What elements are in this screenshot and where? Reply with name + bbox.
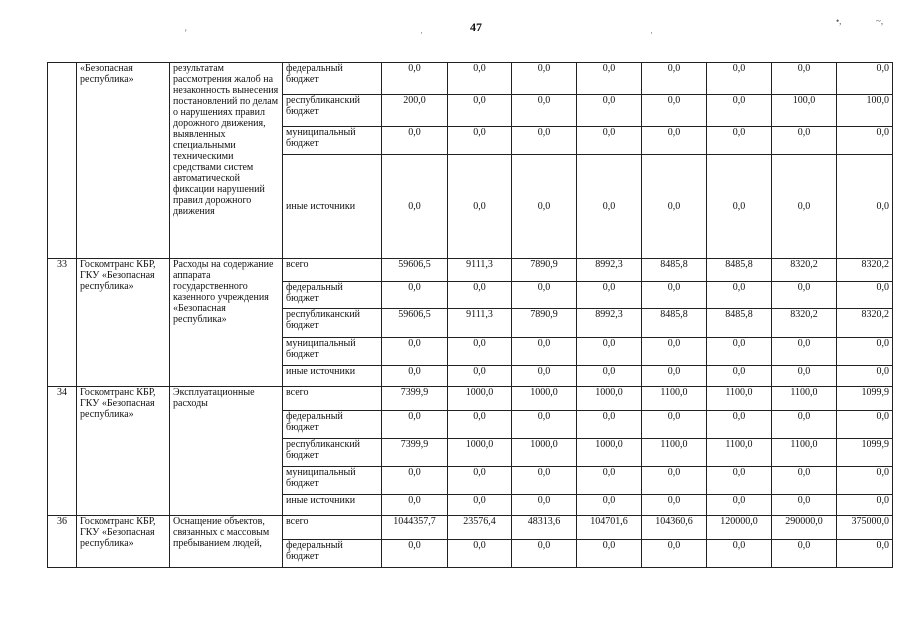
- amount-cell: 0,0: [512, 155, 577, 259]
- amount-cell: 104701,6: [577, 516, 642, 540]
- amount-cell: 0,0: [707, 366, 772, 387]
- amount-cell: 0,0: [382, 127, 448, 155]
- amount-cell: 8320,2: [837, 309, 893, 338]
- table-row: [48, 63, 893, 95]
- funding-source-cell: иные источники: [283, 366, 382, 387]
- amount-cell: 0,0: [448, 63, 512, 95]
- amount-cell: 8320,2: [772, 309, 837, 338]
- amount-cell: 0,0: [577, 63, 642, 95]
- amount-cell: 0,0: [577, 411, 642, 439]
- amount-cell: 0,0: [382, 366, 448, 387]
- row-index: 33: [48, 259, 77, 387]
- amount-cell: 8485,8: [642, 259, 707, 282]
- amount-cell: 0,0: [642, 540, 707, 568]
- row-index: 36: [48, 516, 77, 568]
- amount-cell: 0,0: [707, 338, 772, 366]
- amount-cell: 0,0: [448, 495, 512, 516]
- amount-cell: 0,0: [448, 338, 512, 366]
- amount-cell: 0,0: [577, 366, 642, 387]
- amount-cell: 7890,9: [512, 309, 577, 338]
- amount-cell: 0,0: [837, 282, 893, 309]
- amount-cell: 0,0: [512, 495, 577, 516]
- amount-cell: 100,0: [772, 95, 837, 127]
- amount-cell: 7399,9: [382, 439, 448, 467]
- activity-description-cell: Оснащение объектов, связанных с массовым пребыванием людей,: [170, 516, 283, 568]
- amount-cell: 0,0: [382, 155, 448, 259]
- amount-cell: 0,0: [448, 411, 512, 439]
- funding-source-cell: всего: [283, 259, 382, 282]
- amount-cell: 0,0: [772, 63, 837, 95]
- amount-cell: 8485,8: [642, 309, 707, 338]
- amount-cell: 8320,2: [772, 259, 837, 282]
- amount-cell: 1100,0: [642, 387, 707, 411]
- amount-cell: 0,0: [772, 540, 837, 568]
- amount-cell: 0,0: [642, 282, 707, 309]
- amount-cell: 0,0: [707, 540, 772, 568]
- amount-cell: 0,0: [642, 338, 707, 366]
- amount-cell: 1000,0: [577, 387, 642, 411]
- funding-source-cell: федеральный бюджет: [283, 282, 382, 309]
- organization-cell: «Безопасная республика»: [77, 63, 170, 259]
- amount-cell: 104360,6: [642, 516, 707, 540]
- amount-cell: 0,0: [772, 155, 837, 259]
- funding-source-cell: иные источники: [283, 155, 382, 259]
- amount-cell: 0,0: [837, 540, 893, 568]
- amount-cell: 59606,5: [382, 309, 448, 338]
- amount-cell: 0,0: [772, 366, 837, 387]
- amount-cell: 1000,0: [577, 439, 642, 467]
- funding-source-cell: иные источники: [283, 495, 382, 516]
- amount-cell: 0,0: [707, 127, 772, 155]
- amount-cell: 0,0: [512, 282, 577, 309]
- funding-source-cell: муниципальный бюджет: [283, 467, 382, 495]
- amount-cell: 1044357,7: [382, 516, 448, 540]
- amount-cell: 0,0: [382, 495, 448, 516]
- amount-cell: 0,0: [772, 467, 837, 495]
- amount-cell: 0,0: [448, 467, 512, 495]
- amount-cell: 0,0: [837, 495, 893, 516]
- funding-source-cell: республиканский бюджет: [283, 95, 382, 127]
- funding-source-cell: муниципальный бюджет: [283, 338, 382, 366]
- amount-cell: 0,0: [512, 411, 577, 439]
- amount-cell: 0,0: [448, 155, 512, 259]
- funding-source-cell: федеральный бюджет: [283, 63, 382, 95]
- funding-source-cell: всего: [283, 387, 382, 411]
- amount-cell: 0,0: [577, 95, 642, 127]
- amount-cell: 0,0: [382, 338, 448, 366]
- amount-cell: 290000,0: [772, 516, 837, 540]
- funding-source-cell: муниципальный бюджет: [283, 127, 382, 155]
- amount-cell: 0,0: [837, 127, 893, 155]
- amount-cell: 1100,0: [772, 387, 837, 411]
- amount-cell: 0,0: [707, 63, 772, 95]
- amount-cell: 0,0: [577, 495, 642, 516]
- amount-cell: 1100,0: [642, 439, 707, 467]
- amount-cell: 0,0: [512, 338, 577, 366]
- funding-source-cell: всего: [283, 516, 382, 540]
- amount-cell: 0,0: [512, 540, 577, 568]
- amount-cell: 0,0: [837, 155, 893, 259]
- amount-cell: 0,0: [642, 467, 707, 495]
- amount-cell: 0,0: [448, 366, 512, 387]
- activity-description-cell: результатам рассмотрения жалоб на незаконность вынесения постановлений по делам о нарушениях правил дорожного движения, выявленных специальными техническими средствами систем автоматической фиксации нарушений правил дорожного движения: [170, 63, 283, 259]
- amount-cell: 1000,0: [512, 387, 577, 411]
- amount-cell: 0,0: [707, 282, 772, 309]
- amount-cell: 0,0: [382, 63, 448, 95]
- amount-cell: 9111,3: [448, 309, 512, 338]
- activity-description-cell: Расходы на содержание аппарата государственного казенного учреждения «Безопасная республика»: [170, 259, 283, 387]
- amount-cell: 0,0: [382, 467, 448, 495]
- amount-cell: 0,0: [642, 495, 707, 516]
- scan-speck: ': [185, 28, 187, 38]
- amount-cell: 0,0: [772, 338, 837, 366]
- amount-cell: 0,0: [642, 366, 707, 387]
- amount-cell: 0,0: [577, 127, 642, 155]
- organization-cell: Госкомтранс КБР, ГКУ «Безопасная республика»: [77, 516, 170, 568]
- row-index: 34: [48, 387, 77, 516]
- amount-cell: 0,0: [512, 95, 577, 127]
- amount-cell: 0,0: [837, 467, 893, 495]
- amount-cell: 0,0: [577, 467, 642, 495]
- amount-cell: 0,0: [382, 411, 448, 439]
- amount-cell: 0,0: [837, 366, 893, 387]
- amount-cell: 100,0: [837, 95, 893, 127]
- page-number: 47: [470, 20, 482, 34]
- amount-cell: 1099,9: [837, 387, 893, 411]
- amount-cell: 0,0: [382, 540, 448, 568]
- funding-source-cell: республиканский бюджет: [283, 439, 382, 467]
- amount-cell: 0,0: [642, 411, 707, 439]
- amount-cell: 8320,2: [837, 259, 893, 282]
- amount-cell: 0,0: [577, 338, 642, 366]
- amount-cell: 0,0: [642, 155, 707, 259]
- table-row: [48, 387, 893, 411]
- amount-cell: 0,0: [707, 495, 772, 516]
- amount-cell: 0,0: [707, 155, 772, 259]
- table-row: [48, 516, 893, 540]
- amount-cell: 0,0: [772, 127, 837, 155]
- amount-cell: 200,0: [382, 95, 448, 127]
- row-index: [48, 63, 77, 259]
- amount-cell: 0,0: [448, 282, 512, 309]
- amount-cell: 8992,3: [577, 309, 642, 338]
- amount-cell: 1100,0: [707, 387, 772, 411]
- amount-cell: 8485,8: [707, 259, 772, 282]
- amount-cell: 7890,9: [512, 259, 577, 282]
- scan-speck: ~,: [876, 16, 884, 26]
- table-row: [48, 259, 893, 282]
- activity-description-cell: Эксплуатационные расходы: [170, 387, 283, 516]
- amount-cell: 1100,0: [772, 439, 837, 467]
- amount-cell: 1000,0: [448, 387, 512, 411]
- amount-cell: 0,0: [577, 155, 642, 259]
- amount-cell: 0,0: [707, 411, 772, 439]
- amount-cell: 0,0: [772, 411, 837, 439]
- amount-cell: 0,0: [577, 540, 642, 568]
- organization-cell: Госкомтранс КБР, ГКУ «Безопасная республика»: [77, 387, 170, 516]
- funding-source-cell: федеральный бюджет: [283, 540, 382, 568]
- amount-cell: 0,0: [512, 63, 577, 95]
- amount-cell: 0,0: [448, 540, 512, 568]
- amount-cell: 0,0: [837, 338, 893, 366]
- amount-cell: 0,0: [837, 411, 893, 439]
- funding-source-cell: республиканский бюджет: [283, 309, 382, 338]
- amount-cell: 0,0: [707, 95, 772, 127]
- amount-cell: 23576,4: [448, 516, 512, 540]
- scan-speck: ·: [650, 28, 653, 38]
- amount-cell: 0,0: [642, 127, 707, 155]
- amount-cell: 9111,3: [448, 259, 512, 282]
- amount-cell: 1100,0: [707, 439, 772, 467]
- amount-cell: 375000,0: [837, 516, 893, 540]
- budget-table: [47, 62, 893, 568]
- amount-cell: 0,0: [512, 127, 577, 155]
- amount-cell: 120000,0: [707, 516, 772, 540]
- scan-speck: ·: [420, 28, 423, 38]
- amount-cell: 0,0: [512, 366, 577, 387]
- funding-source-cell: федеральный бюджет: [283, 411, 382, 439]
- amount-cell: 0,0: [837, 63, 893, 95]
- amount-cell: 0,0: [512, 467, 577, 495]
- amount-cell: 0,0: [772, 282, 837, 309]
- amount-cell: 0,0: [577, 282, 642, 309]
- organization-cell: Госкомтранс КБР, ГКУ «Безопасная республика»: [77, 259, 170, 387]
- amount-cell: 0,0: [642, 95, 707, 127]
- amount-cell: 1000,0: [512, 439, 577, 467]
- amount-cell: 0,0: [382, 282, 448, 309]
- amount-cell: 7399,9: [382, 387, 448, 411]
- amount-cell: 48313,6: [512, 516, 577, 540]
- amount-cell: 8485,8: [707, 309, 772, 338]
- amount-cell: 1000,0: [448, 439, 512, 467]
- amount-cell: 0,0: [707, 467, 772, 495]
- amount-cell: 8992,3: [577, 259, 642, 282]
- scan-speck: •,: [836, 16, 842, 26]
- amount-cell: 1099,9: [837, 439, 893, 467]
- amount-cell: 0,0: [448, 127, 512, 155]
- amount-cell: 59606,5: [382, 259, 448, 282]
- amount-cell: 0,0: [448, 95, 512, 127]
- amount-cell: 0,0: [772, 495, 837, 516]
- amount-cell: 0,0: [642, 63, 707, 95]
